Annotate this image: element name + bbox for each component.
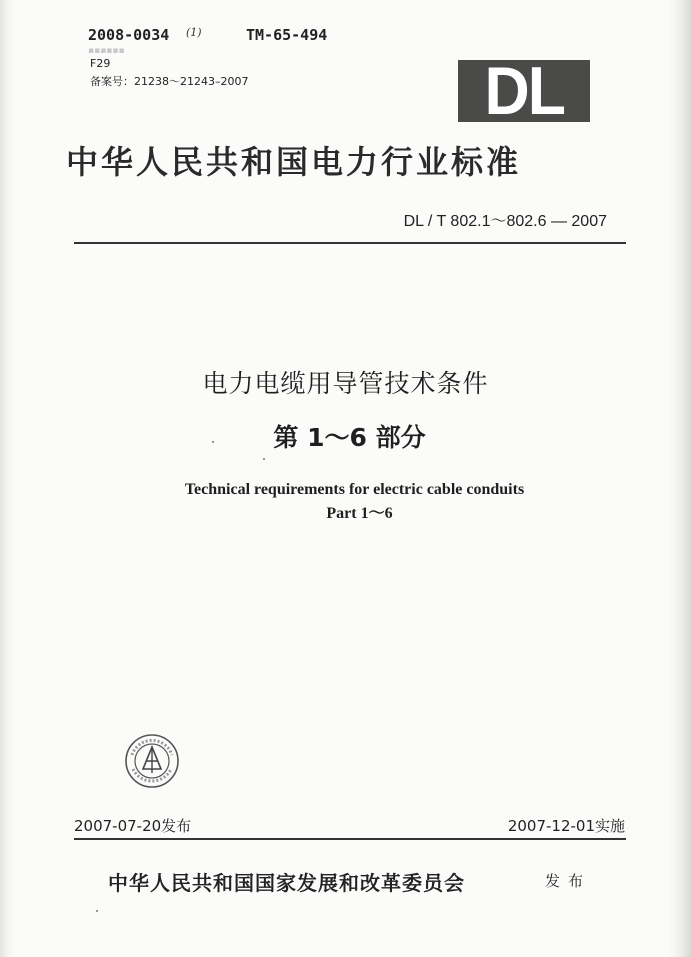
scan-speck: [96, 910, 98, 912]
issue-date: 2007-07-20发布: [74, 817, 192, 835]
document-title-zh: 电力电缆用导管技术条件: [202, 369, 489, 398]
standard-category-title: 中华人民共和国电力行业标准: [66, 143, 522, 181]
filing-number: 备案号：21238～21243–2007: [90, 75, 249, 88]
standard-number: DL / T 802.1～802.6 — 2007: [403, 213, 607, 230]
issuing-authority: 中华人民共和国国家发展和改革委员会: [108, 871, 465, 895]
document-part-en: Part 1～6: [326, 505, 393, 522]
header-divider: [74, 242, 626, 244]
implementation-date: 2007-12-01实施: [507, 817, 625, 835]
scan-speck: [212, 441, 214, 443]
document-part-zh: 第 1～6 部分: [273, 423, 426, 452]
scan-edge-right: [669, 0, 691, 957]
footer-divider: [74, 838, 626, 840]
handwritten-mark: (1): [186, 26, 202, 39]
scan-speck: [263, 458, 265, 460]
dl-logo-text: DL: [484, 53, 564, 129]
document-title-en: Technical requirements for electric cable conduits: [184, 481, 525, 498]
ics-code: F29: [90, 57, 111, 70]
handwritten-tm-number: TM-65-494: [246, 26, 328, 44]
scan-edge-left: [0, 0, 16, 957]
faint-stamp-mark: ▪▪▪▪▪▪: [88, 46, 125, 56]
publisher-seal-icon: [124, 733, 180, 789]
handwritten-code: 2008-0034: [88, 26, 170, 44]
publish-label: 发布: [545, 872, 592, 890]
dl-logo: [458, 53, 590, 129]
